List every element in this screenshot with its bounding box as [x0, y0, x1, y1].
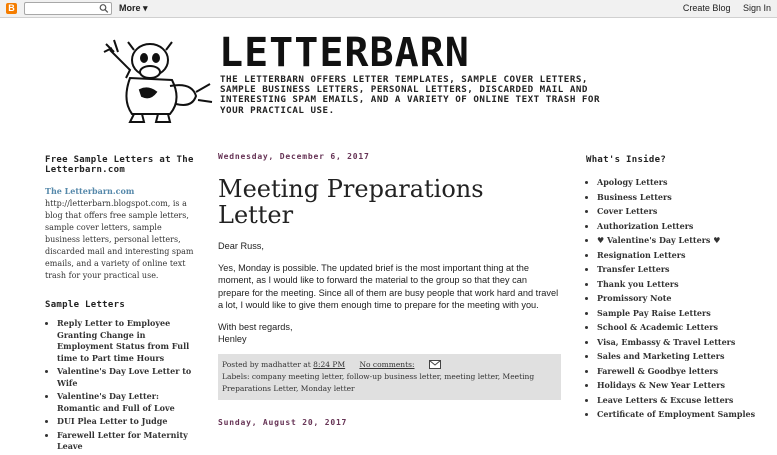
post-title[interactable]: Meeting Preparations Letter — [218, 175, 484, 229]
post-greeting: Dear Russ, — [218, 241, 264, 251]
sample-letter-link[interactable]: • Valentine's Day Love Letter to Wife — [57, 366, 195, 389]
category-link[interactable]: • Sample Pay Raise Letters — [597, 306, 756, 321]
about-text: http://letterbarn.blogspot.com, is a blog that offers free sample letters, sample cover letters, sample business letters, personal letters, discarded mail and interesting spam emails, and a variety of online text trash for your practical use. — [45, 199, 194, 280]
category-link[interactable]: • Thank you Letters — [597, 277, 756, 292]
category-list — [586, 175, 756, 422]
post-paragraph: Yes, Monday is possible. The updated brief is the most important thing at the moment, as I would like to forward the material to the group so that they can prepare for the meeting. Since all of them are busy people that work hard and travel a lot, I would like to give them enough time to prepare for the meeting with you. — [218, 262, 559, 310]
email-post-icon[interactable] — [429, 360, 441, 369]
next-post-date: Sunday, August 20, 2017 — [218, 417, 348, 427]
post-date: Wednesday, December 6, 2017 — [218, 152, 370, 161]
sample-letter-link[interactable]: • Farewell Letter for Maternity Leave — [57, 430, 195, 453]
whats-inside-heading: What's Inside? — [586, 155, 667, 165]
sample-letter-link[interactable]: • Valentine's Day Letter: Romantic and Full of Love — [57, 391, 195, 414]
blog-description: THE LETTERBARN OFFERS LETTER TEMPLATES, SAMPLE COVER LETTERS, SAMPLE BUSINESS LETTERS, PERSONAL LETTERS, DISCARDED MAIL AND INTERESTING SPAM EMAILS, AND A VARIETY OF ONLINE TEXT TRASH FOR YOUR PRACTICAL USE. — [220, 74, 600, 116]
comments-link[interactable]: No comments: — [359, 359, 415, 369]
category-link[interactable]: • Leave Letters & Excuse letters — [597, 393, 756, 408]
category-link[interactable]: • ♥ Valentine's Day Letters ♥ — [597, 233, 756, 248]
about-heading: Free Sample Letters at The Letterbarn.com — [45, 155, 194, 175]
category-link[interactable]: • School & Academic Letters — [597, 320, 756, 335]
post-closing: With best regards, — [218, 321, 293, 332]
blog-title[interactable]: LETTERBARN — [219, 30, 470, 76]
category-link[interactable]: • Authorization Letters — [597, 219, 756, 234]
main-content — [218, 152, 561, 427]
sample-letters-list — [45, 318, 195, 453]
category-link[interactable]: • Certificate of Employment Samples — [597, 407, 756, 422]
posted-by: Posted by madhatter at — [222, 359, 311, 369]
category-link[interactable]: • Farewell & Goodbye letters — [597, 364, 756, 379]
blogger-navbar — [0, 0, 777, 18]
category-link[interactable]: • Apology Letters — [597, 175, 756, 190]
category-link[interactable]: • Visa, Embassy & Travel Letters — [597, 335, 756, 350]
category-link[interactable]: • Transfer Letters — [597, 262, 756, 277]
search-icon[interactable] — [99, 3, 109, 14]
letterbarn-link[interactable]: The Letterbarn.com — [45, 186, 135, 196]
search-input[interactable] — [24, 2, 112, 15]
post-footer — [218, 354, 561, 400]
labels-prefix: Labels: — [222, 371, 250, 381]
right-sidebar — [586, 155, 756, 422]
category-link[interactable]: • Business Letters — [597, 190, 756, 205]
left-sidebar — [45, 155, 195, 455]
post-time-link[interactable]: 8:24 PM — [313, 359, 346, 369]
sample-letters-heading: Sample Letters — [45, 300, 126, 310]
post-signature: Henley — [218, 334, 247, 344]
post-body — [218, 240, 561, 346]
category-link[interactable]: • Cover Letters — [597, 204, 756, 219]
category-link[interactable]: • Sales and Marketing Letters — [597, 349, 756, 364]
sample-letter-link[interactable]: • Reply Letter to Employee Granting Change in Employment Status from Full time to Part time Hours — [57, 318, 195, 364]
category-link[interactable]: • Resignation Letters — [597, 248, 756, 263]
post-labels[interactable]: company meeting letter, follow-up business letter, meeting letter, Meeting Preparations Letter, Monday letter — [222, 371, 535, 393]
category-link[interactable]: • Promissory Note — [597, 291, 756, 306]
create-blog-link[interactable]: Create Blog — [682, 3, 731, 13]
sign-in-link[interactable]: Sign In — [742, 3, 771, 13]
category-link[interactable]: • Holidays & New Year Letters — [597, 378, 756, 393]
blogger-logo-icon[interactable]: B — [6, 3, 17, 14]
cow-mascot-logo — [100, 30, 218, 124]
sample-letter-link[interactable]: • DUI Plea Letter to Judge — [57, 416, 195, 428]
more-menu-button[interactable]: More ▾ — [119, 3, 148, 13]
